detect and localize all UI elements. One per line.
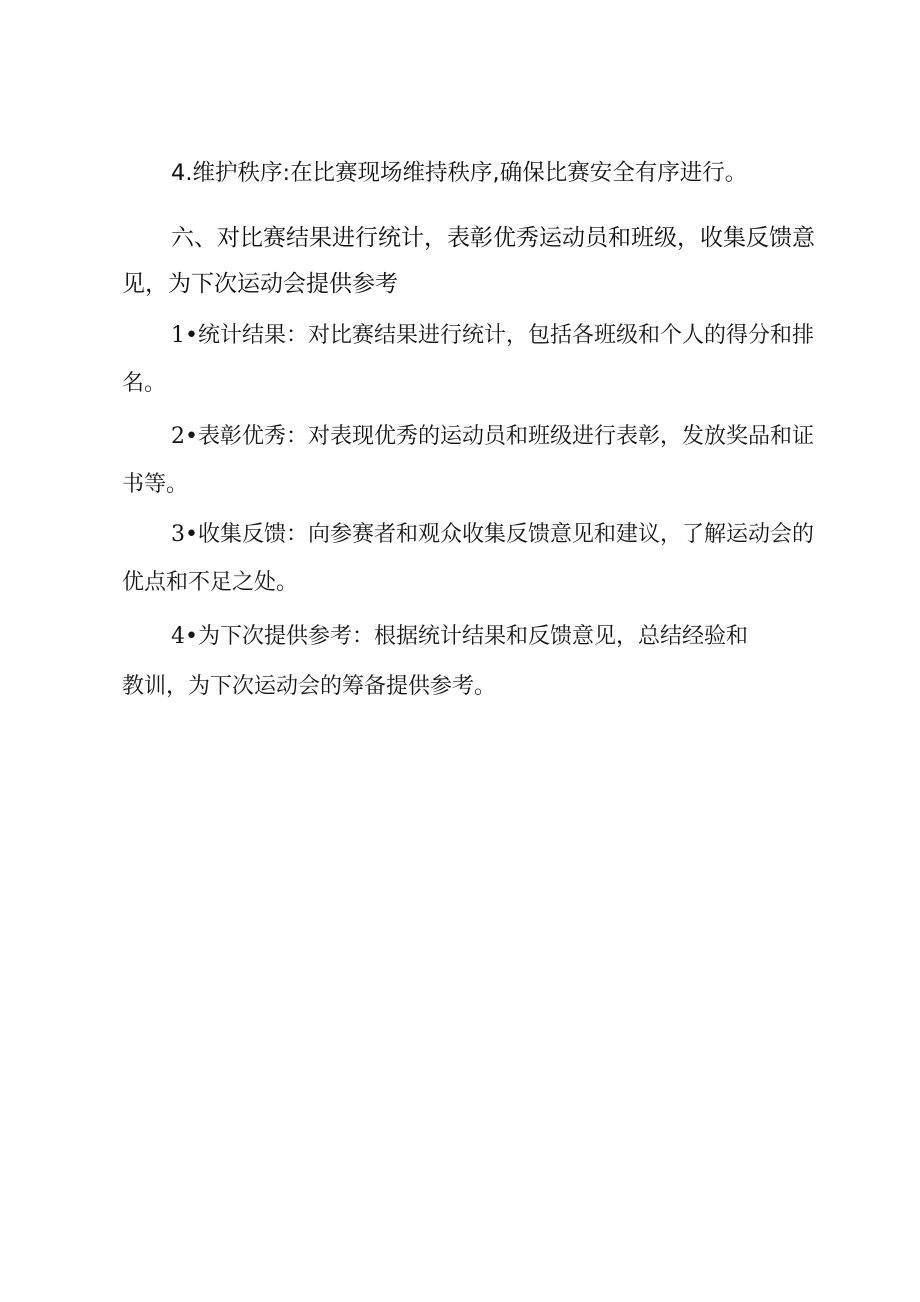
item-2-commend-line-1: 2•表彰优秀：对表现优秀的运动员和班级进行表彰，发放奖品和证 — [171, 424, 814, 449]
item-4-maintain-order-line-1: 4.维护秩序:在比赛现场维持秩序,确保比赛安全有序进行。 — [171, 160, 748, 186]
section-6-heading-line-1: 六、对比赛结果进行统计，表彰优秀运动员和班级，收集反馈意 — [171, 225, 815, 251]
item-3-feedback-line-1: 3•收集反馈：向参赛者和观众收集反馈意见和建议，了解运动会的 — [171, 522, 814, 547]
item-4-reference-line-1: 4•为下次提供参考：根据统计结果和反馈意见，总结经验和 — [171, 624, 748, 649]
section-6-heading-line-2: 见，为下次运动会提供参考 — [122, 271, 398, 297]
item-2-commend-line-2: 书等。 — [122, 472, 189, 497]
item-1-statistics-line-2: 名。 — [122, 371, 167, 396]
item-3-feedback-line-2: 优点和不足之处。 — [122, 570, 299, 595]
item-1-statistics-line-1: 1•统计结果：对比赛结果进行统计，包括各班级和个人的得分和排 — [171, 323, 814, 348]
item-4-reference-line-2: 教训，为下次运动会的筹备提供参考。 — [122, 674, 497, 699]
